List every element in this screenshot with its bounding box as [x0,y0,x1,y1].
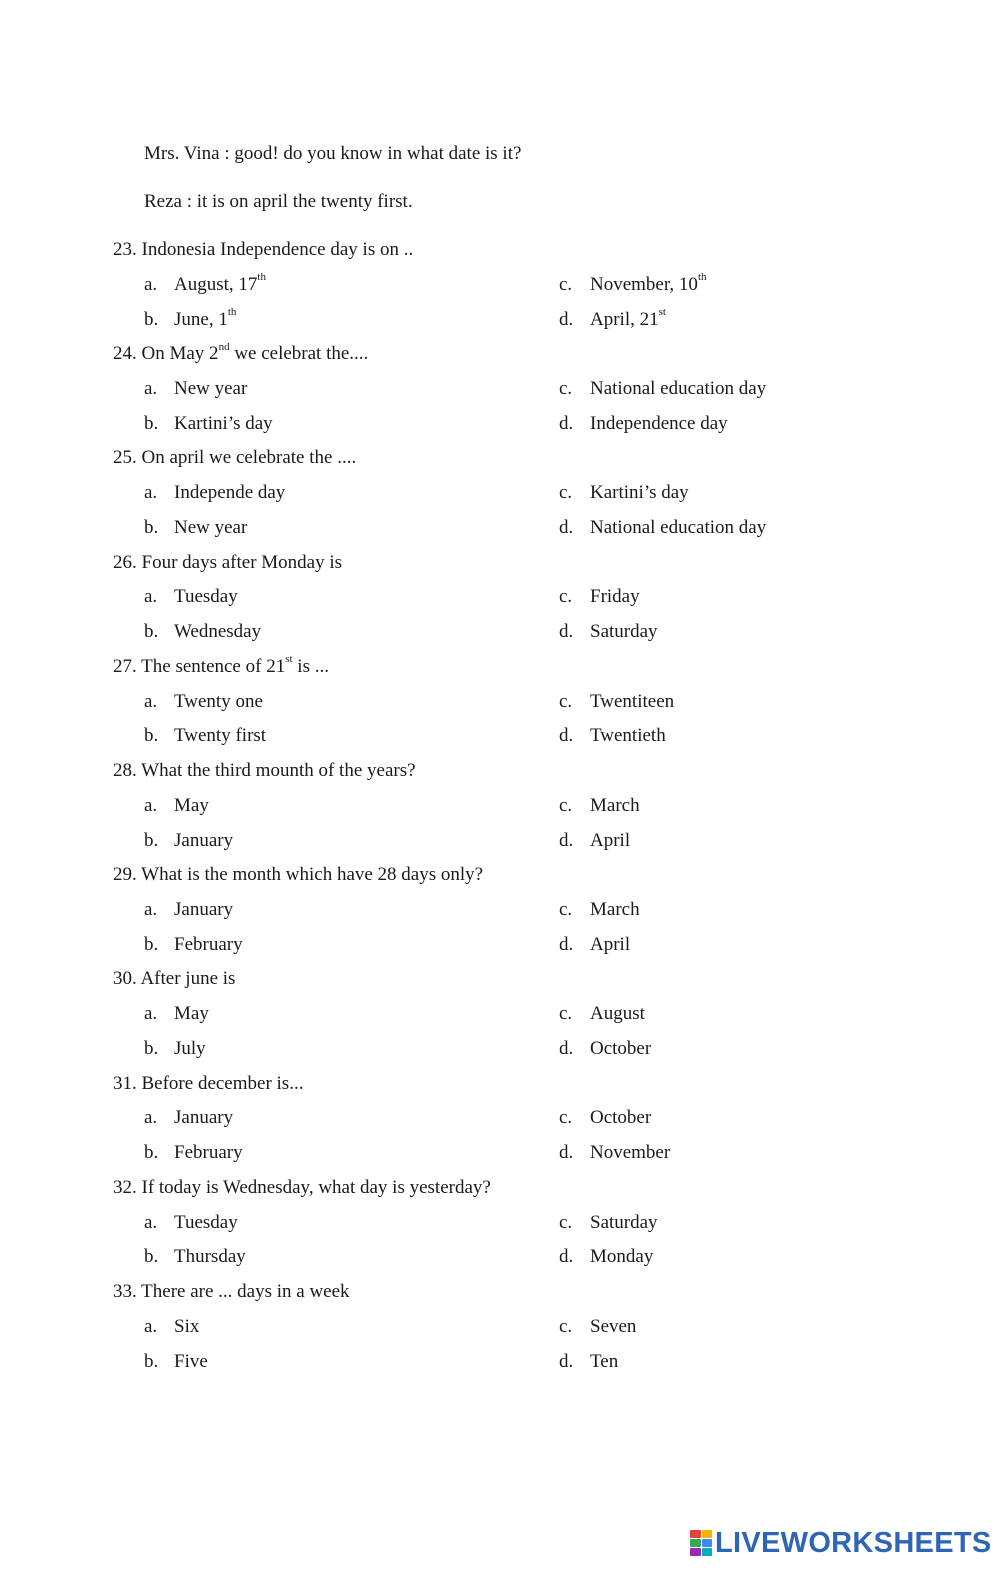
option-label: May [174,794,209,816]
question-24 [113,340,369,365]
option-letter: c. [559,1003,573,1025]
question-number: 27. [113,655,137,677]
option-text [174,1107,233,1129]
question-text-after: is ... [292,655,329,677]
option-text [174,1212,238,1234]
question-text: There are ... days in a week [141,1281,350,1302]
question-25 [113,447,356,469]
option-label: Twenty first [174,725,267,747]
liveworksheets-logo [690,1527,992,1559]
question-number: 33. [113,1281,137,1302]
option-text [174,621,261,643]
option-label: June, 1 [174,308,228,330]
option-text [590,1107,651,1129]
option-label: March [590,794,640,816]
option-label: August [590,1003,645,1025]
option-label: Twenty one [174,690,263,712]
option-letter: c. [559,1211,573,1233]
question-superscript: st [285,653,293,666]
option-label: February [174,933,243,955]
question-text: If today is Wednesday, what day is yesterday? [141,1176,491,1198]
logo-icon [690,1530,712,1556]
option-text [590,517,766,539]
option-text [590,621,658,643]
brand-name: LIVEWORKSHEETS [715,1526,992,1559]
option-letter: b. [144,933,159,955]
option-text [174,517,247,539]
question-31 [113,1073,303,1095]
option-letter: a. [144,1107,158,1129]
option-text [590,725,666,747]
option-letter: d. [559,517,574,538]
option-label: March [590,899,640,920]
option-text [174,306,237,331]
question-text: On april we celebrate the .... [141,447,357,469]
option-label: Five [174,1350,208,1372]
option-letter: c. [559,482,573,504]
option-superscript: st [658,306,666,319]
question-number: 25. [113,447,137,469]
option-letter: d. [559,1038,574,1059]
option-letter: c. [559,1107,573,1129]
option-text [590,934,630,956]
option-label: April [590,933,631,955]
option-superscript: th [697,271,707,284]
option-label: Independe day [174,482,286,504]
option-label: October [590,1038,652,1059]
option-letter: c. [559,690,573,712]
option-letter: b. [144,725,159,747]
option-text [174,1246,246,1268]
option-superscript: th [227,306,237,319]
option-label: Tuesday [174,586,238,608]
question-33 [113,1281,350,1303]
option-letter: d. [559,308,574,330]
option-letter: a. [144,1211,158,1233]
option-label: Six [174,1315,200,1337]
option-text [174,1038,206,1060]
option-label: April [590,829,631,851]
option-label: Twentiteen [590,690,675,712]
option-text [590,1212,658,1234]
option-label: Monday [590,1246,654,1268]
option-letter: d. [559,621,574,643]
question-text: After june is [140,968,236,990]
option-letter: d. [559,829,574,851]
option-text [590,306,666,331]
option-letter: d. [559,1142,574,1164]
option-text [174,795,209,817]
option-letter: c. [559,899,573,920]
dialog-line-reza: Reza : it is on april the twenty first. [144,191,413,212]
option-letter: a. [144,1003,158,1025]
option-text [590,1142,670,1164]
question-number: 28. [113,760,137,781]
question-number: 26. [113,551,137,573]
question-30 [113,968,235,990]
question-number: 29. [113,864,137,886]
option-label: Seven [590,1315,637,1337]
option-letter: a. [144,482,158,504]
option-letter: a. [144,378,158,399]
question-32 [113,1177,491,1199]
logo-square [702,1530,713,1538]
question-text: What the third mounth of the years? [141,760,416,781]
option-letter: c. [559,586,573,608]
option-text [590,1246,653,1268]
option-letter: d. [559,933,574,955]
option-letter: a. [144,690,158,712]
option-text [590,482,689,504]
option-letter: d. [559,412,574,434]
option-label: National education day [590,378,767,399]
question-28 [113,760,416,782]
option-letter: a. [144,899,158,920]
option-text [590,899,640,921]
option-label: October [590,1107,652,1129]
question-number: 23. [113,239,137,260]
question-26 [113,552,342,574]
question-text: Before december is... [141,1072,304,1094]
question-number: 24. [113,343,137,365]
logo-square [690,1530,701,1538]
option-text [174,482,285,504]
option-letter: b. [144,621,159,643]
option-text [590,413,728,435]
option-text [174,586,238,608]
option-text [174,1142,243,1164]
option-text [174,1316,199,1338]
option-label: Saturday [590,621,658,643]
option-letter: a. [144,1315,158,1337]
option-label: New year [174,378,248,399]
option-label: Twentieth [590,725,666,747]
logo-square [702,1548,713,1556]
option-label: May [174,1003,209,1025]
option-label: Kartini’s day [590,482,689,504]
logo-square [690,1548,701,1556]
option-letter: d. [559,1350,574,1372]
option-label: Tuesday [174,1211,238,1233]
option-superscript: th [257,271,266,284]
option-letter: b. [144,1038,159,1059]
dialog-line-mrs-vina: Mrs. Vina : good! do you know in what date is it? [144,143,522,164]
option-letter: b. [144,1142,159,1164]
option-label: January [174,1107,234,1129]
question-text-after: we celebrat the.... [229,343,369,365]
option-text [590,691,674,713]
option-text [590,795,640,817]
option-text [590,1038,651,1060]
option-label: July [174,1038,206,1059]
option-letter: c. [559,1315,573,1337]
option-text [174,691,263,713]
option-letter: c. [559,794,573,816]
option-label: Thursday [174,1246,246,1268]
option-text [174,725,266,747]
option-letter: b. [144,412,159,434]
option-text [174,1351,208,1373]
question-number: 30. [113,968,137,990]
option-text [174,934,243,956]
option-text [590,1351,618,1373]
option-text [590,586,640,608]
question-number: 32. [113,1176,137,1198]
option-letter: b. [144,1246,159,1268]
option-letter: d. [559,725,574,747]
logo-square [702,1539,713,1547]
question-23 [113,239,413,261]
option-letter: a. [144,794,158,816]
option-label: National education day [590,517,767,538]
option-label: April, 21 [590,308,659,330]
logo-square [690,1539,701,1547]
option-label: New year [174,517,248,538]
option-letter: b. [144,517,159,538]
option-letter: b. [144,1350,159,1372]
question-text: What is the month which have 28 days only? [141,864,484,886]
option-text [174,378,247,400]
question-text: Four days after Monday is [141,551,343,573]
option-letter: a. [144,586,158,608]
option-label: January [174,829,234,851]
option-text [174,830,233,852]
option-label: Friday [590,586,640,608]
option-letter: b. [144,308,159,330]
question-27 [113,653,329,678]
option-label: Ten [590,1350,619,1372]
option-label: November [590,1142,671,1164]
option-label: February [174,1142,243,1164]
question-text: Indonesia Independence day is on .. [141,239,414,260]
option-text [174,899,233,921]
option-text [174,271,266,296]
option-letter: d. [559,1246,574,1268]
option-text [590,830,630,852]
option-letter: b. [144,829,159,851]
option-text [590,271,707,296]
option-label: August, 17 [174,273,258,295]
option-letter: c. [559,378,573,399]
option-text [590,1003,645,1025]
option-label: Kartini’s day [174,412,273,434]
option-letter: c. [559,273,573,295]
option-text [174,1003,209,1025]
option-text [590,378,766,400]
question-text: The sentence of 21 [141,655,286,677]
question-number: 31. [113,1072,137,1094]
question-superscript: nd [218,340,230,353]
option-label: Independence day [590,412,728,434]
option-label: November, 10 [590,273,698,295]
option-text [174,413,273,435]
question-29 [113,864,483,886]
option-label: January [174,899,234,920]
question-text: On May 2 [141,343,219,365]
option-label: Wednesday [174,621,262,643]
option-letter: a. [144,273,158,295]
option-label: Saturday [590,1211,658,1233]
option-text [590,1316,636,1338]
